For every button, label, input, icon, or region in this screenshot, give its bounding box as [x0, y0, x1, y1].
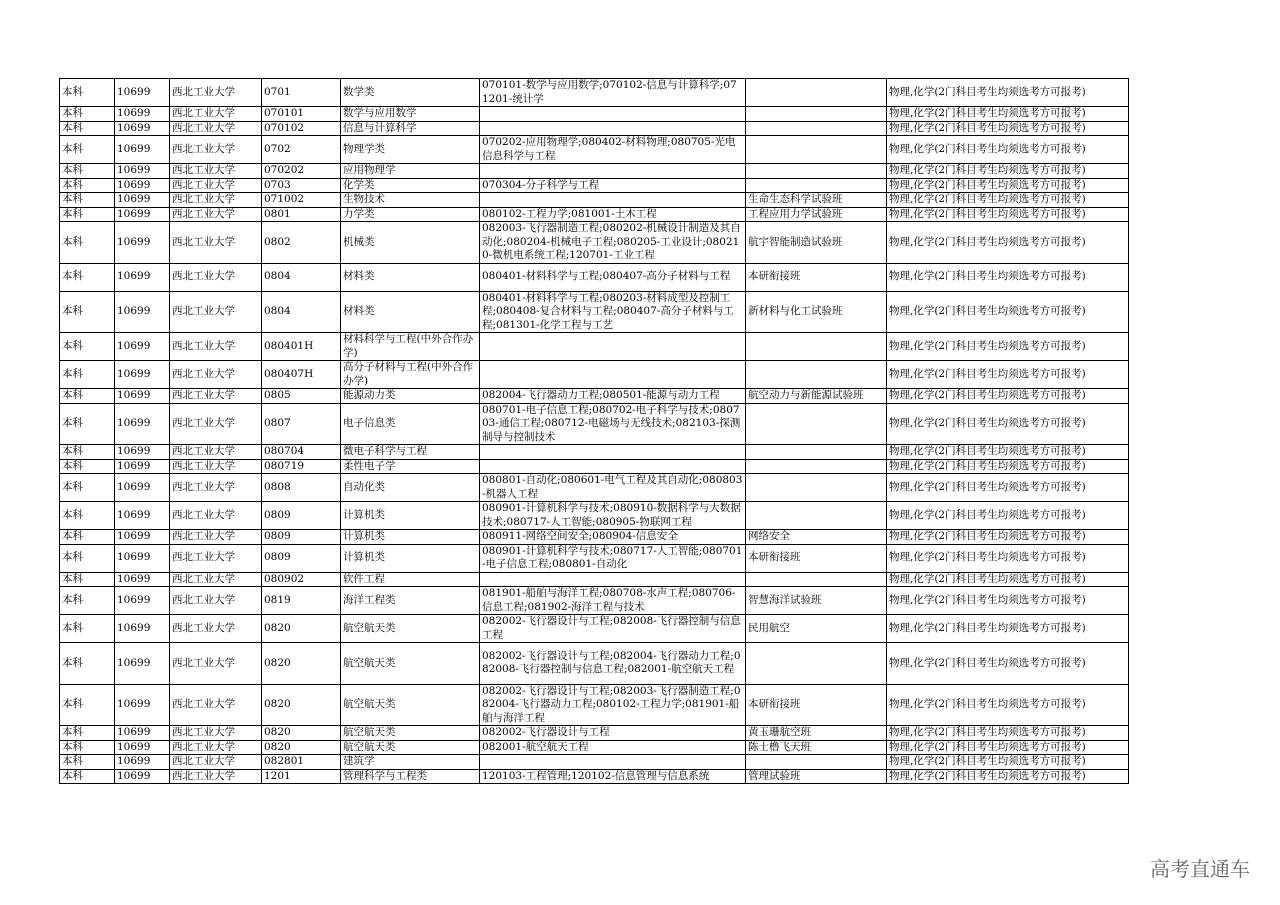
cell-subject-requirement: 物理,化学(2门科目考生均须选考方可报考) [887, 502, 1129, 530]
cell-included-majors: 080401-材料科学与工程;080203-材料成型及控制工程;080408-复合材料与工程;080407-高分子材料与工程;081301-化学工程与工艺 [480, 291, 746, 333]
cell-school-name: 西北工业大学 [170, 121, 262, 136]
cell-school-name: 西北工业大学 [170, 755, 262, 770]
cell-level: 本科 [60, 79, 115, 107]
cell-subject-requirement: 物理,化学(2门科目考生均须选考方可报考) [887, 726, 1129, 741]
cell-major-name: 材料科学与工程(中外合作办学) [341, 333, 480, 361]
cell-included-majors [480, 333, 746, 361]
cell-school-name: 西北工业大学 [170, 79, 262, 107]
cell-school-code: 10699 [115, 530, 170, 545]
cell-school-code: 10699 [115, 474, 170, 502]
cell-major-code: 0801 [262, 207, 341, 222]
table-row [60, 474, 1129, 502]
cell-major-code: 080401H [262, 333, 341, 361]
cell-included-majors: 120103-工程管理;120102-信息管理与信息系统 [480, 769, 746, 784]
cell-school-code: 10699 [115, 587, 170, 615]
table-row [60, 726, 1129, 741]
cell-included-majors: 082001-航空航天工程 [480, 740, 746, 755]
cell-school-name: 西北工业大学 [170, 474, 262, 502]
cell-level: 本科 [60, 459, 115, 474]
cell-note [746, 121, 887, 136]
cell-major-name: 生物技术 [341, 193, 480, 208]
table-row [60, 107, 1129, 122]
cell-school-name: 西北工业大学 [170, 291, 262, 333]
cell-note [746, 361, 887, 389]
cell-major-code: 0809 [262, 544, 341, 572]
cell-included-majors: 082002-飞行器设计与工程;082003-飞行器制造工程;082004-飞行器动力工程;080102-工程力学;081901-船舶与海洋工程 [480, 684, 746, 726]
cell-level: 本科 [60, 615, 115, 643]
cell-note: 新材料与化工试验班 [746, 291, 887, 333]
cell-included-majors: 070101-数学与应用数学;070102-信息与计算科学;071201-统计学 [480, 79, 746, 107]
cell-included-majors: 070304-分子科学与工程 [480, 178, 746, 193]
cell-major-code: 080902 [262, 572, 341, 587]
cell-included-majors: 080701-电子信息工程;080702-电子科学与技术;080703-通信工程;080712-电磁场与无线技术;082103-探测制导与控制技术 [480, 403, 746, 445]
cell-note: 工程应用力学试验班 [746, 207, 887, 222]
cell-major-name: 自动化类 [341, 474, 480, 502]
cell-level: 本科 [60, 769, 115, 784]
cell-subject-requirement: 物理,化学(2门科目考生均须选考方可报考) [887, 615, 1129, 643]
table-row [60, 178, 1129, 193]
cell-note: 网络安全 [746, 530, 887, 545]
cell-school-code: 10699 [115, 389, 170, 404]
cell-note: 本研衔接班 [746, 263, 887, 291]
cell-school-code: 10699 [115, 615, 170, 643]
cell-major-code: 0820 [262, 684, 341, 726]
cell-major-name: 计算机类 [341, 544, 480, 572]
table-row [60, 769, 1129, 784]
cell-included-majors: 070202-应用物理学;080402-材料物理;080705-光电信息科学与工程 [480, 136, 746, 164]
cell-level: 本科 [60, 684, 115, 726]
cell-school-code: 10699 [115, 445, 170, 460]
cell-level: 本科 [60, 136, 115, 164]
cell-major-code: 0819 [262, 587, 341, 615]
table-row [60, 193, 1129, 208]
cell-major-code: 082801 [262, 755, 341, 770]
cell-major-name: 物理学类 [341, 136, 480, 164]
cell-major-code: 0808 [262, 474, 341, 502]
cell-school-code: 10699 [115, 769, 170, 784]
cell-school-code: 10699 [115, 684, 170, 726]
cell-major-name: 计算机类 [341, 530, 480, 545]
cell-major-code: 0820 [262, 615, 341, 643]
cell-major-name: 航空航天类 [341, 684, 480, 726]
table-row [60, 572, 1129, 587]
cell-subject-requirement: 物理,化学(2门科目考生均须选考方可报考) [887, 755, 1129, 770]
cell-subject-requirement: 物理,化学(2门科目考生均须选考方可报考) [887, 361, 1129, 389]
cell-level: 本科 [60, 121, 115, 136]
table-row [60, 263, 1129, 291]
cell-major-code: 080704 [262, 445, 341, 460]
cell-subject-requirement: 物理,化学(2门科目考生均须选考方可报考) [887, 291, 1129, 333]
cell-note: 本研衔接班 [746, 684, 887, 726]
cell-major-name: 航空航天类 [341, 643, 480, 685]
cell-subject-requirement: 物理,化学(2门科目考生均须选考方可报考) [887, 643, 1129, 685]
cell-included-majors [480, 572, 746, 587]
table-row [60, 615, 1129, 643]
cell-school-name: 西北工业大学 [170, 769, 262, 784]
cell-included-majors: 082002-飞行器设计与工程 [480, 726, 746, 741]
cell-major-name: 力学类 [341, 207, 480, 222]
cell-note [746, 403, 887, 445]
cell-major-code: 080407H [262, 361, 341, 389]
cell-major-name: 能源动力类 [341, 389, 480, 404]
cell-level: 本科 [60, 740, 115, 755]
cell-school-code: 10699 [115, 207, 170, 222]
watermark-text: 高考直通车 [1150, 857, 1250, 881]
table-row [60, 207, 1129, 222]
cell-level: 本科 [60, 530, 115, 545]
cell-subject-requirement: 物理,化学(2门科目考生均须选考方可报考) [887, 333, 1129, 361]
cell-subject-requirement: 物理,化学(2门科目考生均须选考方可报考) [887, 222, 1129, 264]
cell-subject-requirement: 物理,化学(2门科目考生均须选考方可报考) [887, 740, 1129, 755]
table-row [60, 164, 1129, 179]
cell-included-majors: 080911-网络空间安全;080904-信息安全 [480, 530, 746, 545]
cell-subject-requirement: 物理,化学(2门科目考生均须选考方可报考) [887, 474, 1129, 502]
table-row [60, 587, 1129, 615]
cell-included-majors [480, 755, 746, 770]
cell-included-majors: 082004-飞行器动力工程;080501-能源与动力工程 [480, 389, 746, 404]
cell-note [746, 164, 887, 179]
cell-subject-requirement: 物理,化学(2门科目考生均须选考方可报考) [887, 121, 1129, 136]
cell-school-code: 10699 [115, 136, 170, 164]
cell-school-name: 西北工业大学 [170, 107, 262, 122]
cell-subject-requirement: 物理,化学(2门科目考生均须选考方可报考) [887, 769, 1129, 784]
cell-level: 本科 [60, 164, 115, 179]
table-row [60, 755, 1129, 770]
cell-school-code: 10699 [115, 291, 170, 333]
table-row [60, 643, 1129, 685]
cell-level: 本科 [60, 445, 115, 460]
table-row [60, 445, 1129, 460]
cell-subject-requirement: 物理,化学(2门科目考生均须选考方可报考) [887, 389, 1129, 404]
cell-note [746, 643, 887, 685]
cell-level: 本科 [60, 222, 115, 264]
cell-major-code: 071002 [262, 193, 341, 208]
table-row [60, 740, 1129, 755]
cell-note: 黄玉珊航空班 [746, 726, 887, 741]
cell-major-code: 070102 [262, 121, 341, 136]
cell-note [746, 502, 887, 530]
cell-school-code: 10699 [115, 121, 170, 136]
cell-school-name: 西北工业大学 [170, 502, 262, 530]
cell-major-code: 0805 [262, 389, 341, 404]
cell-subject-requirement: 物理,化学(2门科目考生均须选考方可报考) [887, 544, 1129, 572]
cell-level: 本科 [60, 291, 115, 333]
cell-major-code: 070101 [262, 107, 341, 122]
cell-subject-requirement: 物理,化学(2门科目考生均须选考方可报考) [887, 684, 1129, 726]
cell-level: 本科 [60, 333, 115, 361]
table-row [60, 502, 1129, 530]
cell-school-name: 西北工业大学 [170, 587, 262, 615]
table-body [60, 79, 1129, 784]
cell-subject-requirement: 物理,化学(2门科目考生均须选考方可报考) [887, 445, 1129, 460]
cell-level: 本科 [60, 389, 115, 404]
cell-major-code: 0701 [262, 79, 341, 107]
cell-major-name: 信息与计算科学 [341, 121, 480, 136]
table-row [60, 333, 1129, 361]
cell-note: 本研衔接班 [746, 544, 887, 572]
cell-school-code: 10699 [115, 459, 170, 474]
cell-level: 本科 [60, 474, 115, 502]
cell-subject-requirement: 物理,化学(2门科目考生均须选考方可报考) [887, 193, 1129, 208]
cell-included-majors [480, 164, 746, 179]
cell-school-code: 10699 [115, 403, 170, 445]
cell-major-name: 管理科学与工程类 [341, 769, 480, 784]
cell-major-name: 柔性电子学 [341, 459, 480, 474]
table-row [60, 136, 1129, 164]
cell-level: 本科 [60, 726, 115, 741]
cell-level: 本科 [60, 178, 115, 193]
cell-major-name: 化学类 [341, 178, 480, 193]
table-row [60, 121, 1129, 136]
cell-major-code: 0809 [262, 530, 341, 545]
cell-included-majors [480, 193, 746, 208]
cell-school-name: 西北工业大学 [170, 222, 262, 264]
cell-major-name: 数学与应用数学 [341, 107, 480, 122]
cell-included-majors [480, 459, 746, 474]
cell-subject-requirement: 物理,化学(2门科目考生均须选考方可报考) [887, 572, 1129, 587]
cell-included-majors: 080401-材料科学与工程;080407-高分子材料与工程 [480, 263, 746, 291]
cell-major-name: 软件工程 [341, 572, 480, 587]
cell-included-majors [480, 107, 746, 122]
cell-school-code: 10699 [115, 361, 170, 389]
cell-major-name: 航空航天类 [341, 740, 480, 755]
cell-included-majors: 082002-飞行器设计与工程;082004-飞行器动力工程;082008-飞行器控制与信息工程;082001-航空航天工程 [480, 643, 746, 685]
cell-level: 本科 [60, 193, 115, 208]
cell-school-code: 10699 [115, 178, 170, 193]
cell-school-name: 西北工业大学 [170, 544, 262, 572]
cell-school-name: 西北工业大学 [170, 361, 262, 389]
cell-major-name: 微电子科学与工程 [341, 445, 480, 460]
cell-level: 本科 [60, 403, 115, 445]
cell-school-name: 西北工业大学 [170, 726, 262, 741]
cell-school-code: 10699 [115, 726, 170, 741]
cell-school-code: 10699 [115, 79, 170, 107]
cell-school-name: 西北工业大学 [170, 164, 262, 179]
cell-school-name: 西北工业大学 [170, 740, 262, 755]
cell-school-name: 西北工业大学 [170, 263, 262, 291]
cell-major-code: 0807 [262, 403, 341, 445]
cell-note [746, 755, 887, 770]
cell-note [746, 79, 887, 107]
cell-major-name: 应用物理学 [341, 164, 480, 179]
cell-note [746, 572, 887, 587]
cell-major-code: 0820 [262, 726, 341, 741]
cell-level: 本科 [60, 361, 115, 389]
cell-major-code: 1201 [262, 769, 341, 784]
cell-level: 本科 [60, 544, 115, 572]
table-row [60, 459, 1129, 474]
cell-note [746, 333, 887, 361]
cell-school-code: 10699 [115, 544, 170, 572]
cell-major-code: 0703 [262, 178, 341, 193]
cell-included-majors [480, 361, 746, 389]
cell-major-code: 0820 [262, 740, 341, 755]
cell-school-name: 西北工业大学 [170, 615, 262, 643]
cell-note [746, 459, 887, 474]
cell-school-name: 西北工业大学 [170, 207, 262, 222]
cell-note [746, 445, 887, 460]
cell-major-name: 电子信息类 [341, 403, 480, 445]
cell-school-code: 10699 [115, 755, 170, 770]
cell-subject-requirement: 物理,化学(2门科目考生均须选考方可报考) [887, 164, 1129, 179]
cell-note [746, 178, 887, 193]
cell-note: 生命生态科学试验班 [746, 193, 887, 208]
cell-school-code: 10699 [115, 222, 170, 264]
cell-school-code: 10699 [115, 193, 170, 208]
cell-level: 本科 [60, 502, 115, 530]
cell-major-code: 0802 [262, 222, 341, 264]
cell-school-name: 西北工业大学 [170, 572, 262, 587]
cell-included-majors: 082003-飞行器制造工程;080202-机械设计制造及其自动化;080204-机械电子工程;080205-工业设计;080210-微机电系统工程;120701-工业工程 [480, 222, 746, 264]
cell-major-code: 0809 [262, 502, 341, 530]
cell-included-majors [480, 445, 746, 460]
cell-subject-requirement: 物理,化学(2门科目考生均须选考方可报考) [887, 79, 1129, 107]
cell-school-name: 西北工业大学 [170, 136, 262, 164]
cell-major-code: 0804 [262, 291, 341, 333]
cell-school-code: 10699 [115, 502, 170, 530]
cell-major-code: 0804 [262, 263, 341, 291]
cell-major-code: 070202 [262, 164, 341, 179]
cell-major-name: 航空航天类 [341, 615, 480, 643]
cell-level: 本科 [60, 643, 115, 685]
cell-school-code: 10699 [115, 643, 170, 685]
table-row [60, 389, 1129, 404]
cell-note: 民用航空 [746, 615, 887, 643]
cell-school-name: 西北工业大学 [170, 193, 262, 208]
table-row [60, 530, 1129, 545]
table-row [60, 291, 1129, 333]
cell-school-name: 西北工业大学 [170, 333, 262, 361]
cell-school-name: 西北工业大学 [170, 459, 262, 474]
cell-major-name: 材料类 [341, 263, 480, 291]
cell-note: 陈士橹飞天班 [746, 740, 887, 755]
cell-school-code: 10699 [115, 572, 170, 587]
enrollment-table [59, 78, 1129, 784]
cell-major-code: 0820 [262, 643, 341, 685]
cell-subject-requirement: 物理,化学(2门科目考生均须选考方可报考) [887, 459, 1129, 474]
cell-level: 本科 [60, 263, 115, 291]
cell-included-majors: 080801-自动化;080601-电气工程及其自动化;080803-机器人工程 [480, 474, 746, 502]
table-row [60, 403, 1129, 445]
cell-subject-requirement: 物理,化学(2门科目考生均须选考方可报考) [887, 207, 1129, 222]
cell-major-name: 海洋工程类 [341, 587, 480, 615]
cell-school-code: 10699 [115, 740, 170, 755]
table-row [60, 544, 1129, 572]
cell-major-name: 建筑学 [341, 755, 480, 770]
cell-level: 本科 [60, 107, 115, 122]
table-row [60, 684, 1129, 726]
cell-included-majors [480, 121, 746, 136]
cell-included-majors: 080901-计算机科学与技术;080717-人工智能;080701-电子信息工程;080801-自动化 [480, 544, 746, 572]
cell-school-code: 10699 [115, 333, 170, 361]
cell-level: 本科 [60, 572, 115, 587]
table-row [60, 79, 1129, 107]
cell-included-majors: 081901-船舶与海洋工程;080708-水声工程;080706-信息工程;081902-海洋工程与技术 [480, 587, 746, 615]
cell-level: 本科 [60, 755, 115, 770]
cell-subject-requirement: 物理,化学(2门科目考生均须选考方可报考) [887, 136, 1129, 164]
cell-major-code: 0702 [262, 136, 341, 164]
cell-school-name: 西北工业大学 [170, 403, 262, 445]
table-row [60, 222, 1129, 264]
cell-school-name: 西北工业大学 [170, 643, 262, 685]
table-row [60, 361, 1129, 389]
cell-included-majors: 082002-飞行器设计与工程;082008-飞行器控制与信息工程 [480, 615, 746, 643]
cell-note: 智慧海洋试验班 [746, 587, 887, 615]
cell-level: 本科 [60, 207, 115, 222]
cell-note [746, 136, 887, 164]
cell-major-name: 材料类 [341, 291, 480, 333]
cell-note [746, 107, 887, 122]
cell-school-name: 西北工业大学 [170, 445, 262, 460]
cell-major-name: 数学类 [341, 79, 480, 107]
cell-subject-requirement: 物理,化学(2门科目考生均须选考方可报考) [887, 587, 1129, 615]
cell-school-name: 西北工业大学 [170, 530, 262, 545]
cell-school-code: 10699 [115, 263, 170, 291]
cell-subject-requirement: 物理,化学(2门科目考生均须选考方可报考) [887, 263, 1129, 291]
cell-subject-requirement: 物理,化学(2门科目考生均须选考方可报考) [887, 530, 1129, 545]
cell-note: 管理试验班 [746, 769, 887, 784]
cell-subject-requirement: 物理,化学(2门科目考生均须选考方可报考) [887, 107, 1129, 122]
cell-note: 航空动力与新能源试验班 [746, 389, 887, 404]
cell-subject-requirement: 物理,化学(2门科目考生均须选考方可报考) [887, 178, 1129, 193]
cell-major-name: 高分子材料与工程(中外合作办学) [341, 361, 480, 389]
cell-note: 航宇智能制造试验班 [746, 222, 887, 264]
cell-major-name: 机械类 [341, 222, 480, 264]
cell-school-name: 西北工业大学 [170, 389, 262, 404]
cell-included-majors: 080901-计算机科学与技术;080910-数据科学与大数据技术;080717-人工智能;080905-物联网工程 [480, 502, 746, 530]
cell-school-name: 西北工业大学 [170, 178, 262, 193]
cell-major-code: 080719 [262, 459, 341, 474]
cell-school-code: 10699 [115, 107, 170, 122]
cell-major-name: 航空航天类 [341, 726, 480, 741]
cell-school-code: 10699 [115, 164, 170, 179]
cell-level: 本科 [60, 587, 115, 615]
cell-major-name: 计算机类 [341, 502, 480, 530]
cell-subject-requirement: 物理,化学(2门科目考生均须选考方可报考) [887, 403, 1129, 445]
cell-school-name: 西北工业大学 [170, 684, 262, 726]
cell-note [746, 474, 887, 502]
cell-included-majors: 080102-工程力学;081001-土木工程 [480, 207, 746, 222]
